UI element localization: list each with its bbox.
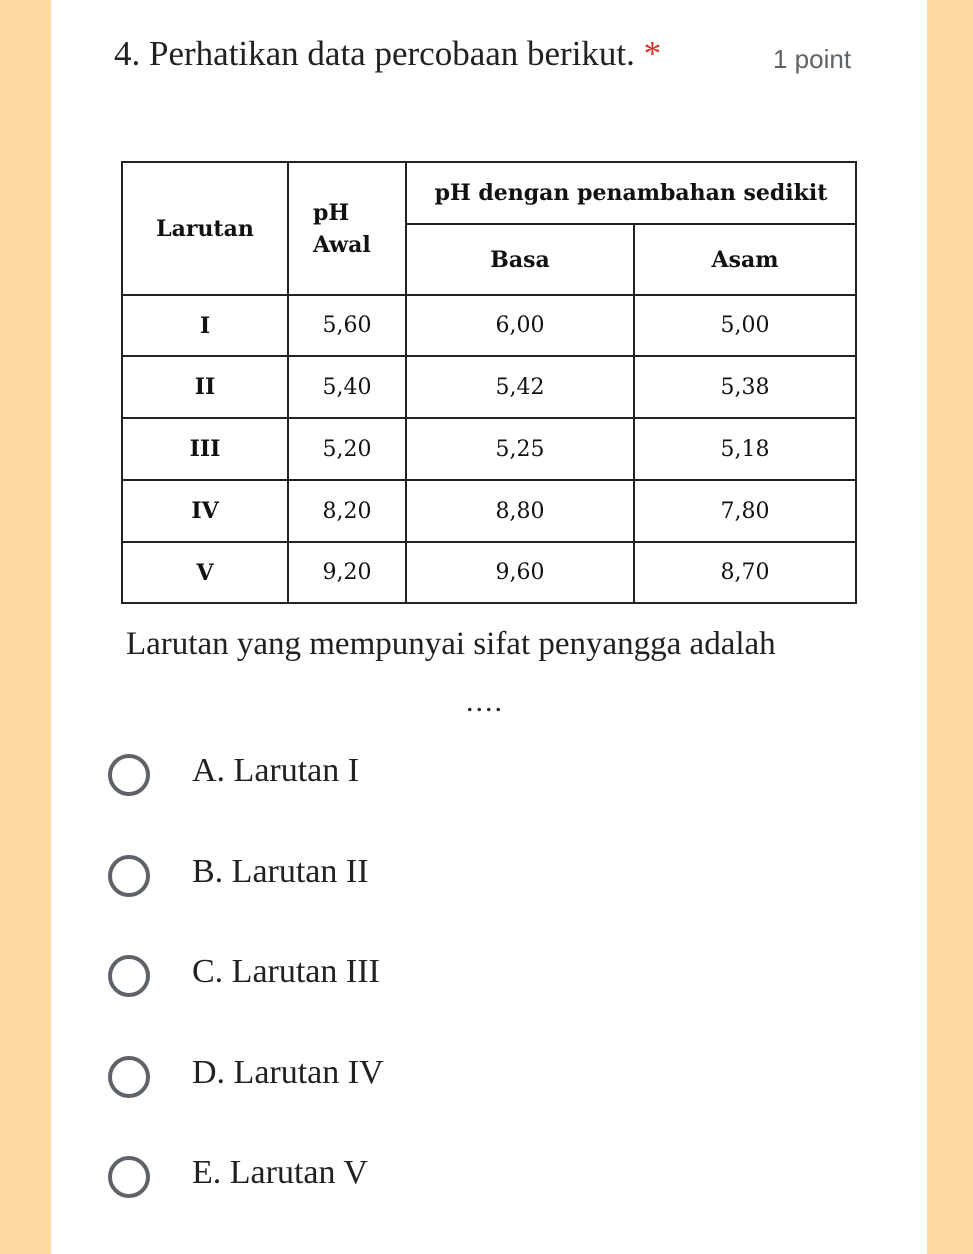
points-label: 1 point — [773, 44, 852, 74]
cell-asam: 8,70 — [634, 542, 856, 603]
question-ellipsis: .... — [466, 685, 504, 718]
radio-button-icon[interactable] — [108, 955, 150, 997]
option-e[interactable] — [108, 1150, 608, 1210]
radio-button-icon[interactable] — [108, 855, 150, 897]
cell-basa: 8,80 — [406, 480, 634, 542]
table-row — [122, 356, 856, 418]
option-label[interactable]: A. Larutan I — [192, 752, 360, 789]
radio-button-icon[interactable] — [108, 1156, 150, 1198]
cell-basa: 6,00 — [406, 295, 634, 356]
cell-ph-awal: 5,60 — [288, 295, 406, 356]
cell-ph-awal: 9,20 — [288, 542, 406, 603]
radio-button-icon[interactable] — [108, 1056, 150, 1098]
cell-asam: 5,00 — [634, 295, 856, 356]
header-larutan: Larutan — [122, 162, 288, 295]
table-header-row — [122, 162, 856, 224]
table-row — [122, 480, 856, 542]
header-ph-awal — [288, 162, 406, 295]
cell-ph-awal: 8,20 — [288, 480, 406, 542]
cell-basa: 5,42 — [406, 356, 634, 418]
header-ph-awal-line1: pH — [313, 199, 350, 226]
option-a[interactable] — [108, 748, 608, 808]
header-asam: Asam — [634, 224, 856, 295]
cell-ph-awal: 5,40 — [288, 356, 406, 418]
table-row — [122, 418, 856, 480]
cell-asam: 7,80 — [634, 480, 856, 542]
question-prompt: Larutan yang mempunyai sifat penyangga adalah — [126, 626, 776, 662]
cell-basa: 5,25 — [406, 418, 634, 480]
option-label[interactable]: D. Larutan IV — [192, 1054, 384, 1091]
table-row — [122, 295, 856, 356]
required-asterisk: * — [643, 34, 662, 73]
cell-larutan: V — [122, 542, 288, 603]
cell-asam: 5,18 — [634, 418, 856, 480]
cell-larutan: I — [122, 295, 288, 356]
header-basa: Basa — [406, 224, 634, 295]
cell-ph-awal: 5,20 — [288, 418, 406, 480]
table-row — [122, 542, 856, 603]
cell-larutan: II — [122, 356, 288, 418]
header-ph-awal-line2: Awal — [313, 231, 371, 258]
option-label[interactable]: C. Larutan III — [192, 953, 380, 990]
option-label[interactable]: B. Larutan II — [192, 853, 369, 890]
question-title-text: 4. Perhatikan data percobaan berikut. — [114, 34, 635, 73]
cell-larutan: III — [122, 418, 288, 480]
option-c[interactable] — [108, 949, 608, 1009]
radio-button-icon[interactable] — [108, 754, 150, 796]
question-title — [114, 34, 661, 74]
cell-basa: 9,60 — [406, 542, 634, 603]
option-d[interactable] — [108, 1050, 608, 1110]
option-b[interactable] — [108, 849, 608, 909]
cell-asam: 5,38 — [634, 356, 856, 418]
cell-larutan: IV — [122, 480, 288, 542]
header-ph-tambah: pH dengan penambahan sedikit — [406, 162, 856, 224]
option-label[interactable]: E. Larutan V — [192, 1154, 368, 1191]
data-table — [121, 161, 857, 604]
